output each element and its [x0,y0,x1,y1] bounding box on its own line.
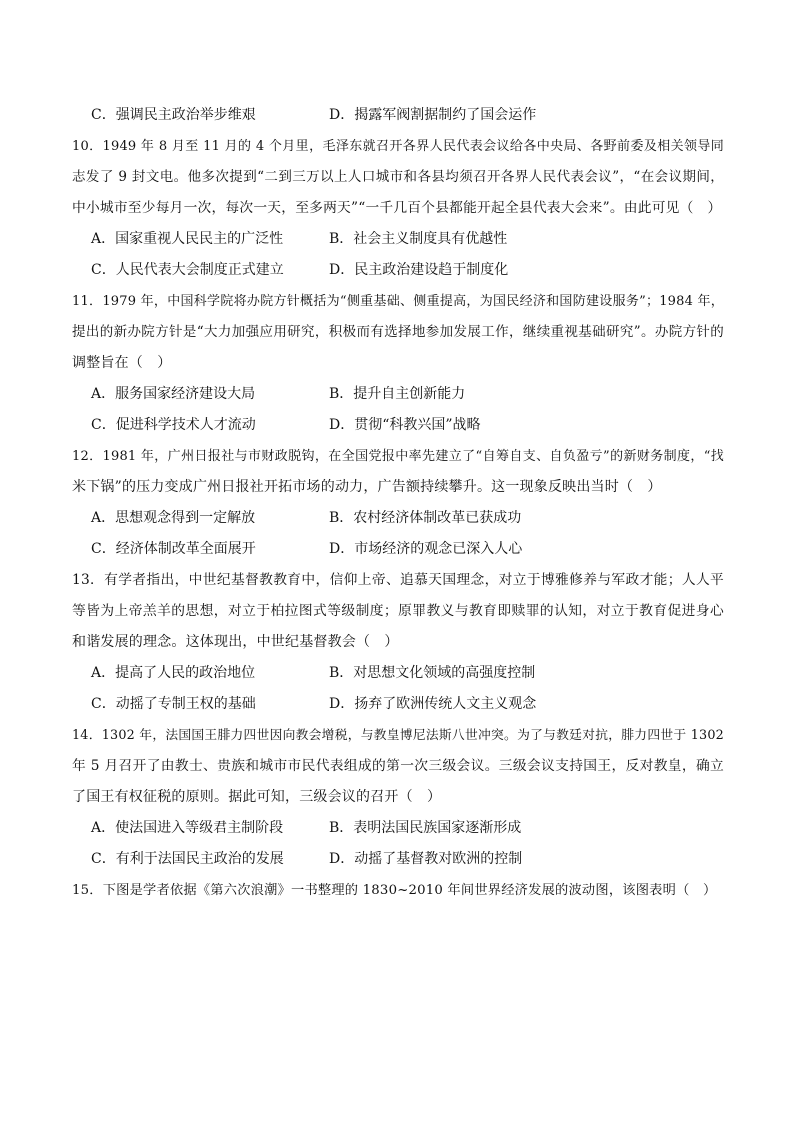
option-a: A．思想观念得到一定解放 [91,510,256,526]
options-row-cd [72,689,724,720]
question-15 [72,875,724,906]
question-stem-line: 米下锅”的压力变成广州日报社开拓市场的动力，广告额持续攀升。这一现象反映出当时（ ） [72,479,662,495]
option-a: A．使法国进入等级君主制阶段 [91,820,284,836]
option-a: A．国家重视人民民主的广泛性 [91,231,284,247]
question-11 [72,286,724,441]
options-row-cd [72,410,724,441]
question-stem-line: 13．有学者指出，中世纪基督教教育中，信仰上帝、追慕天国理念，对立于博雅修养与军政才能；人人平 [72,572,724,588]
option-d: D．市场经济的观念已深入人心 [329,541,523,557]
question-14 [72,720,724,875]
question-stem-line: 14．1302 年，法国国王腓力四世因向教会增税，与教皇博尼法斯八世冲突。为了与教廷对抗，腓力四世于 1302 [72,728,724,743]
question-stem-line: 15．下图是学者依据《第六次浪潮》一书整理的 1830~2010 年间世界经济发展的波动图，该图表明（ ） [72,883,717,898]
question-stem-line: 中小城市至少每月一次，每次一天，至多两天”“一千几百个县都能开起全县代表大会来”。由此可见（ ） [72,200,722,216]
option-d: D．动摇了基督教对欧洲的控制 [329,851,523,867]
question-stem-line: 了国王有权征税的原则。据此可知，三级会议的召开（ ） [72,789,442,805]
question-stem-line: 和谐发展的理念。这体现出，中世纪基督教会（ ） [72,634,399,650]
options-row-cd [72,255,724,286]
option-d: D．揭露军阀割据制约了国会运作 [329,107,537,123]
options-row-ab [72,224,724,255]
option-b: B．提升自主创新能力 [329,386,466,402]
question-10 [72,131,724,286]
option-d: D．民主政治建设趋于制度化 [329,262,509,278]
options-row-ab [72,813,724,844]
option-d: D．贯彻“科教兴国”战略 [329,417,481,433]
question-stem-line: 10．1949 年 8 月至 11 月的 4 个月里，毛泽东就召开各界人民代表会议给各中央局、各野前委及相关领导同 [72,139,724,154]
question-stem-line: 11．1979 年，中国科学院将办院方针概括为“侧重基础、侧重提高，为国民经济和国防建设服务”；1984 年， [72,294,724,309]
question-stem-line: 等皆为上帝羔羊的思想，对立于柏拉图式等级制度；原罪教义与教育即赎罪的认知，对立于教育促进身心 [72,603,724,619]
option-d: D．扬弃了欧洲传统人文主义观念 [329,696,537,712]
option-a: A．服务国家经济建设大局 [91,386,256,402]
option-c: C．有利于法国民主政治的发展 [91,851,284,867]
question-stem-line: 12．1981 年，广州日报社与市财政脱钩，在全国党报中率先建立了“自筹自支、自负盈亏”的新财务制度，“找 [72,449,724,464]
question-12 [72,441,724,565]
option-c: C．经济体制改革全面展开 [91,541,256,557]
prev-question-options-row-cd [72,100,724,131]
question-stem-line: 志发了 9 封文电。他多次提到“二到三万以上人口城市和各县均须召开各界人民代表会议”，“在会议期间， [72,169,724,185]
options-row-cd [72,844,724,875]
option-b: B．社会主义制度具有优越性 [329,231,508,247]
options-row-ab [72,379,724,410]
options-row-ab [72,503,724,534]
option-a: A．提高了人民的政治地位 [91,665,256,681]
options-row-cd [72,534,724,565]
option-c: C．动摇了专制王权的基础 [91,696,256,712]
question-stem-line: 提出的新办院方针是“大力加强应用研究，积极而有选择地参加发展工作，继续重视基础研究”。办院方针的 [72,324,724,340]
option-b: B．农村经济体制改革已获成功 [329,510,522,526]
question-content [72,100,724,906]
option-b: B．表明法国民族国家逐渐形成 [329,820,522,836]
option-b: B．对思想文化领域的高强度控制 [329,665,536,681]
option-c: C．人民代表大会制度正式建立 [91,262,284,278]
option-c: C．强调民主政治举步维艰 [91,107,256,123]
question-stem-line: 年 5 月召开了由教士、贵族和城市市民代表组成的第一次三级会议。三级会议支持国王，反对教皇，确立 [72,758,724,774]
question-stem-line: 调整旨在（ ） [72,355,172,371]
question-13 [72,565,724,720]
option-c: C．促进科学技术人才流动 [91,417,256,433]
options-row-ab [72,658,724,689]
